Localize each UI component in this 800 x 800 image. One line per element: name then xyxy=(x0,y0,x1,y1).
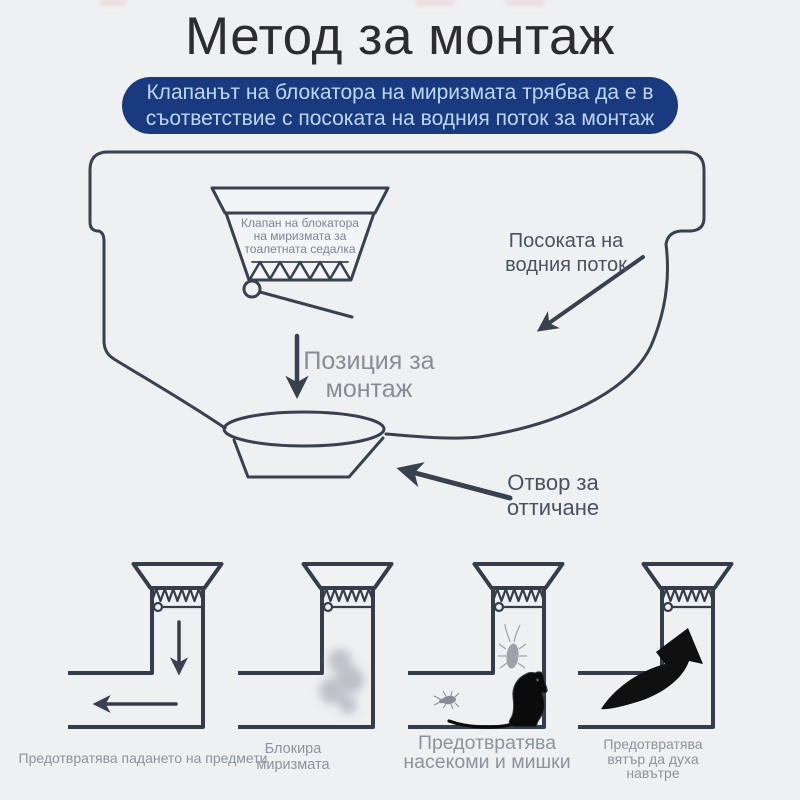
valve-label-line: тоалетната седалка xyxy=(244,242,356,256)
valve-flange xyxy=(212,188,388,213)
caption-line: Предотвратява xyxy=(603,736,703,752)
pipe-hinge xyxy=(664,603,672,611)
install-position-label xyxy=(303,347,434,403)
panel-caption-objects xyxy=(19,751,268,766)
panel-caption-pests xyxy=(403,734,570,772)
mouse-icon xyxy=(449,672,547,727)
pipe-diagram-pests xyxy=(408,564,563,727)
drain-label-line: Отвор за xyxy=(507,470,599,495)
pipe-diagram-odor xyxy=(238,564,392,727)
flow-label-line: Посоката на xyxy=(508,230,624,252)
valve-label-line: на миризмата за xyxy=(253,229,347,243)
pipe-funnel xyxy=(475,564,563,588)
banner-line-2: съответствие с посоката на водния поток за монтаж xyxy=(145,106,655,130)
pipe-hinge xyxy=(154,603,162,611)
banner-line-1: Клапанът на блокатора на миризмата трябва да е в xyxy=(146,80,654,104)
pipe-zigzag xyxy=(493,589,544,601)
panel-caption-wind xyxy=(603,737,702,781)
flow-direction-label xyxy=(505,229,627,277)
pipe-diagram-objects xyxy=(68,564,222,727)
position-label-line: Позиция за xyxy=(303,347,435,375)
position-label-line: монтаж xyxy=(325,375,413,403)
pipe-hinge xyxy=(495,603,503,611)
toilet-outline xyxy=(90,152,704,477)
bug-icon xyxy=(434,691,459,709)
drain-opening-label xyxy=(507,470,599,520)
flow-label-line: водния поток xyxy=(505,254,627,276)
valve-label-line: Клапан на блокатора xyxy=(241,216,359,230)
pipe-zigzag xyxy=(322,589,373,601)
caption-line: навътре xyxy=(626,765,680,781)
smoke-icon xyxy=(319,649,364,714)
valve-flap xyxy=(260,292,352,317)
cockroach-icon xyxy=(498,624,527,669)
pipe-hinge xyxy=(324,603,332,611)
pipe-funnel xyxy=(304,564,392,588)
pipe-zigzag xyxy=(152,589,203,601)
drain-bowl xyxy=(224,412,384,446)
caption-line: миризмата xyxy=(256,756,330,773)
panel-caption-odor xyxy=(256,742,329,773)
caption-line: вятър да духа xyxy=(607,750,699,767)
caption-line: Блокира xyxy=(264,741,322,757)
drain-label-line: оттичане xyxy=(506,495,600,520)
pipe-zigzag xyxy=(662,589,713,601)
page-title: Метод за монтаж xyxy=(185,7,615,66)
pipe-funnel xyxy=(134,564,222,588)
pipe-diagram-wind xyxy=(578,564,732,727)
drain-opening-arrow-icon xyxy=(404,470,510,498)
caption-line: Предотвратява xyxy=(417,732,557,754)
caption-line: насекоми и мишки xyxy=(403,751,571,773)
pipe-funnel xyxy=(644,564,732,588)
valve-hinge xyxy=(244,281,260,297)
caption-line: Предотвратява падането на предмети xyxy=(18,750,268,766)
valve-label xyxy=(241,217,359,256)
wind-arrow-icon xyxy=(601,628,703,709)
